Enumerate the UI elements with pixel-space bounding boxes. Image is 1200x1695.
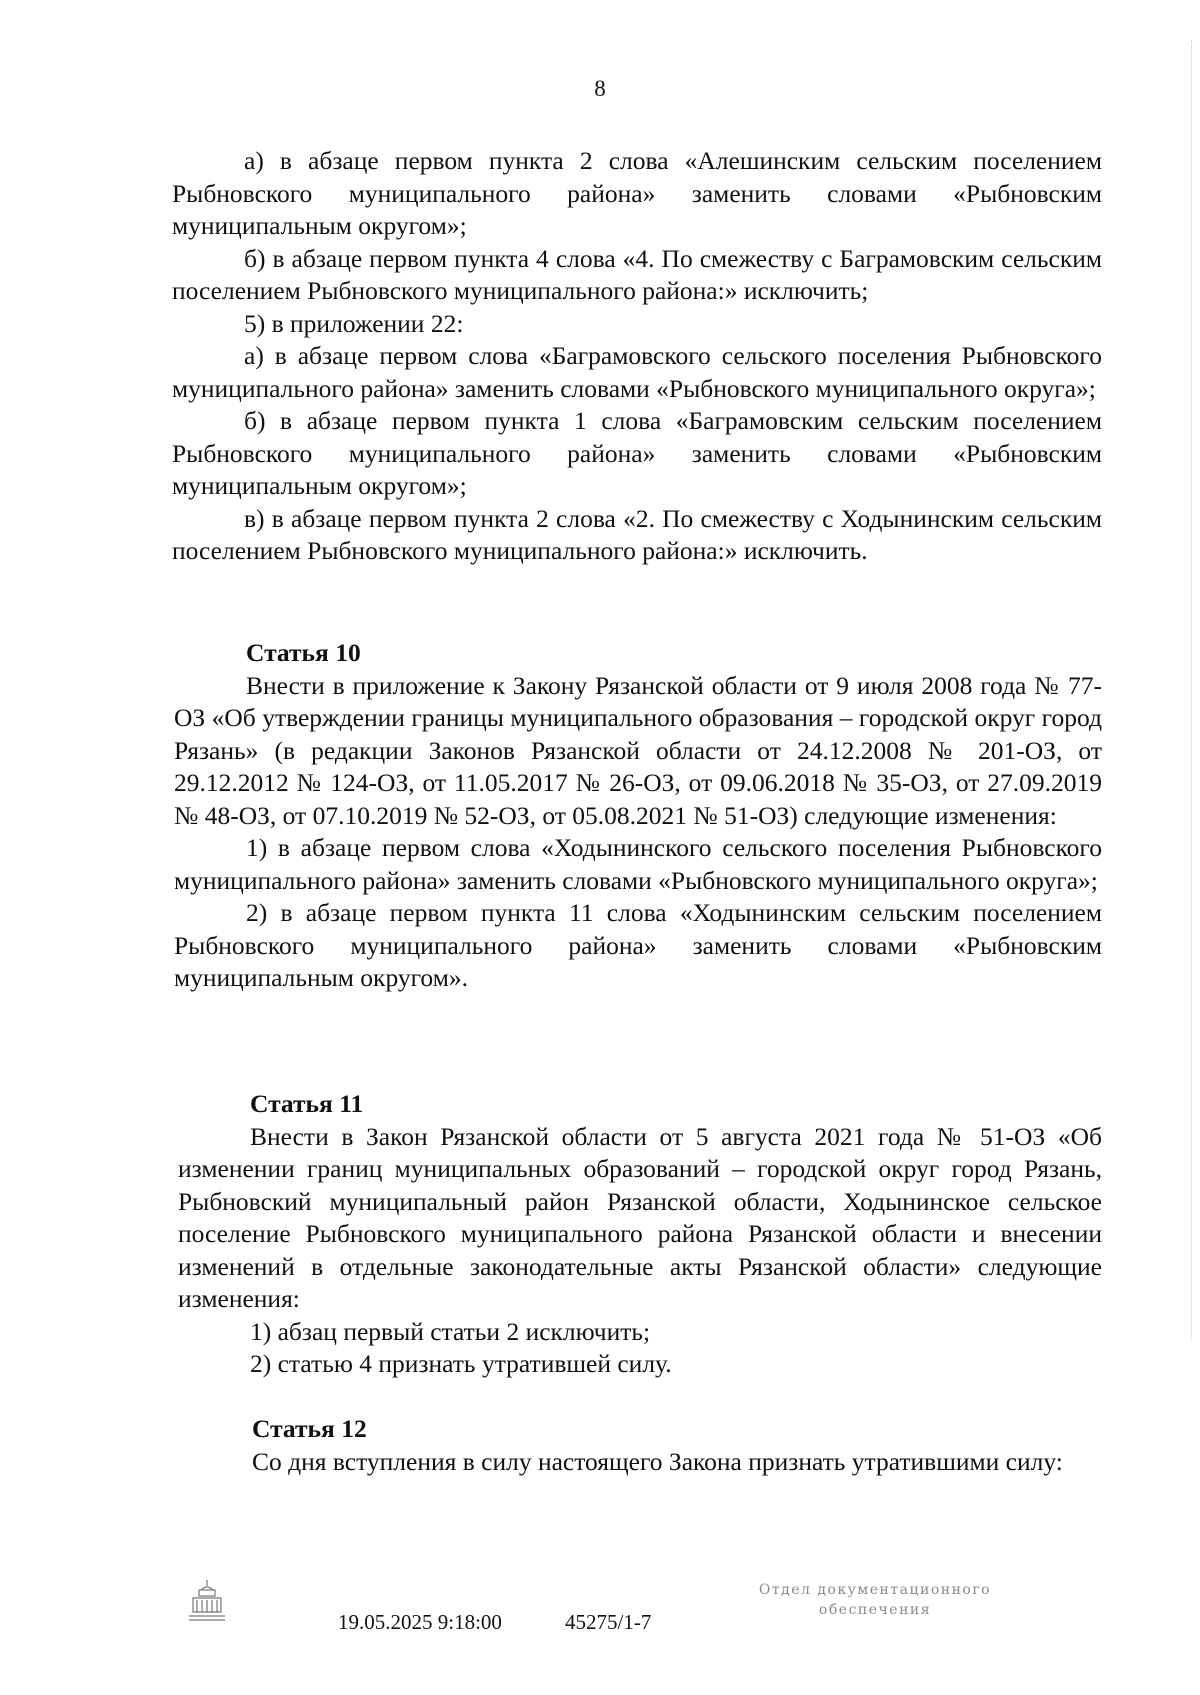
- paragraph: Внести в Закон Рязанской области от 5 августа 2021 года № 51-ОЗ «Об изменении границ муниципальных образований – городской округ город Рязань, Рыбновский муниципальный район Рязанской области, Ходынинское сельское поселение Рыбновского муниципального района Рязанской области и внесении изменений в отдельные законодательные акты Рязанской области» следующие изменения:: [178, 1121, 1102, 1313]
- paragraph: б) в абзаце первом пункта 4 слова «4. По смежеству с Баграмовским сельским поселением Рыбновского муниципального района:» исключить;: [172, 243, 1102, 305]
- paragraph: в) в абзаце первом пункта 2 слова «2. По смежеству с Ходынинским сельским поселением Рыбновского муниципального района:» исключить.: [172, 503, 1102, 565]
- department-stamp: [730, 1580, 1020, 1620]
- article-10: [174, 637, 1102, 995]
- paragraph: б) в абзаце первом пункта 1 слова «Баграмовским сельским поселением Рыбновского муниципального района» заменить словами «Рыбновским муниципальным округом»;: [172, 406, 1102, 500]
- paragraph: Внести в приложение к Закону Рязанской области от 9 июля 2008 года № 77-ОЗ «Об утверждении границы муниципального образования – городской округ город Рязань» (в редакции Законов Рязанской области от 24.12.2008 № 201-ОЗ, от 29.12.2012 № 124-ОЗ, от 11.05.2017 № 26-ОЗ, от 09.06.2018 № 35-ОЗ, от 27.09.2019 № 48-ОЗ, от 07.10.2019 № 52-ОЗ, от 05.08.2021 № 51-ОЗ) следующие изменения:: [174, 670, 1102, 830]
- paragraph: 1) в абзаце первом слова «Ходынинского сельского поселения Рыбновского муниципального района» заменить словами «Рыбновского муниципального округа»;: [174, 833, 1102, 895]
- article-heading: Статья 11: [250, 1089, 364, 1118]
- footer-date: 19.05.2025 9:18:00: [338, 1610, 502, 1634]
- paragraph: 1) абзац первый статьи 2 исключить;: [250, 1316, 651, 1346]
- paragraph: а) в абзаце первом слова «Баграмовского сельского поселения Рыбновского муниципального района» заменить словами «Рыбновского муниципального округа»;: [172, 341, 1102, 403]
- article-heading: Статья 12: [252, 1414, 367, 1443]
- stamp-line: Отдел документационного: [758, 1582, 992, 1598]
- article-12: [180, 1413, 1102, 1478]
- paragraph: а) в абзаце первом пункта 2 слова «Алешинским сельским поселением Рыбновского муниципального района» заменить словами «Рыбновским муниципальным округом»;: [172, 146, 1102, 240]
- scan-edge-artifact: [1188, 40, 1192, 1340]
- paragraph: Со дня вступления в силу настоящего Закона признать утратившими силу:: [252, 1446, 1063, 1476]
- article-heading: Статья 10: [246, 638, 361, 667]
- amendments-continuation: [172, 145, 1102, 568]
- registration-number: 45275/1-7: [565, 1610, 652, 1634]
- paragraph: 2) в абзаце первом пункта 11 слова «Ходынинским сельским поселением Рыбновского муниципального района» заменить словами «Рыбновским муниципальным округом».: [174, 898, 1102, 992]
- paragraph: 5) в приложении 22:: [244, 308, 464, 338]
- page-number: 8: [594, 76, 606, 101]
- stamp-line: обеспечения: [818, 1602, 932, 1618]
- building-emblem-icon: [187, 1578, 227, 1624]
- paragraph: 2) статью 4 признать утратившей силу.: [250, 1349, 672, 1378]
- article-11: [178, 1088, 1102, 1381]
